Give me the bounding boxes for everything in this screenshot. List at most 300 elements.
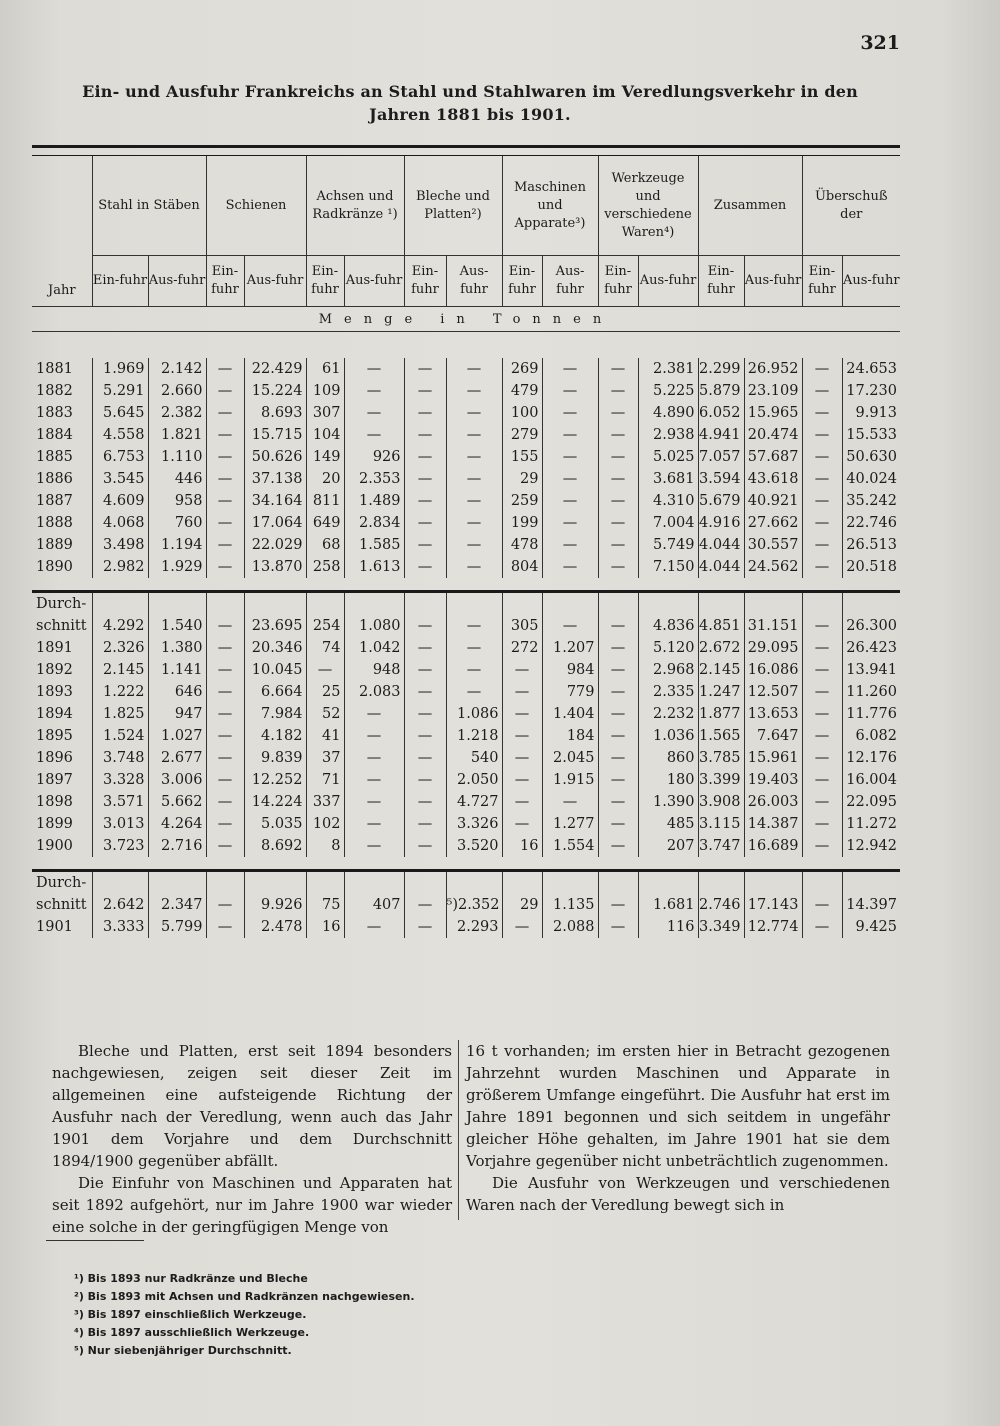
value-cell	[404, 872, 446, 894]
value-cell: —	[502, 916, 542, 938]
value-cell: 272	[502, 637, 542, 659]
value-cell: 2.326	[92, 637, 148, 659]
value-cell: 37.138	[244, 468, 306, 490]
value-cell	[404, 593, 446, 615]
value-cell: 11.260	[842, 681, 900, 703]
value-cell: —	[598, 681, 638, 703]
value-cell: 31.151	[744, 615, 802, 637]
value-cell: —	[404, 380, 446, 402]
value-cell	[842, 872, 900, 894]
value-cell: 7.984	[244, 703, 306, 725]
value-cell: 3.723	[92, 835, 148, 857]
value-cell: 2.982	[92, 556, 148, 578]
value-cell: 8	[306, 835, 344, 857]
footnote-rule	[46, 1240, 144, 1241]
table-row	[32, 380, 900, 402]
value-cell: 254	[306, 615, 344, 637]
value-cell: 2.672	[698, 637, 744, 659]
value-cell: 12.176	[842, 747, 900, 769]
value-cell: 5.879	[698, 380, 744, 402]
value-cell: 15.533	[842, 424, 900, 446]
value-cell: —	[598, 637, 638, 659]
value-cell: —	[404, 615, 446, 637]
value-cell: —	[404, 769, 446, 791]
value-cell: 1.277	[542, 813, 598, 835]
value-cell: 5.645	[92, 402, 148, 424]
value-cell: —	[446, 446, 502, 468]
value-cell: 9.926	[244, 894, 306, 916]
group-header: Stahl in Stäben	[92, 156, 206, 256]
value-cell: 279	[502, 424, 542, 446]
value-cell: —	[598, 747, 638, 769]
value-cell: 29.095	[744, 637, 802, 659]
value-cell: —	[598, 659, 638, 681]
value-cell: 4.727	[446, 791, 502, 813]
value-cell: 926	[344, 446, 404, 468]
value-cell: 2.145	[92, 659, 148, 681]
value-cell: —	[344, 916, 404, 938]
table-row	[32, 872, 900, 894]
year-cell: 1895	[36, 728, 73, 744]
value-cell: 26.300	[842, 615, 900, 637]
table-row	[32, 468, 900, 490]
value-cell: —	[502, 725, 542, 747]
value-cell: 5.025	[638, 446, 698, 468]
table-row	[32, 769, 900, 791]
value-cell: 3.349	[698, 916, 744, 938]
value-cell: 1.681	[638, 894, 698, 916]
value-cell: 1.218	[446, 725, 502, 747]
value-cell: 57.687	[744, 446, 802, 468]
value-cell: —	[404, 446, 446, 468]
value-cell	[244, 593, 306, 615]
year-header: Jahr	[32, 156, 92, 307]
value-cell: 25	[306, 681, 344, 703]
table-title: Ein- und Ausfuhr Frankreichs an Stahl und Stahlwaren im Veredlungsverkehr in den Jahren 1881 bis 1901.	[82, 82, 858, 124]
value-cell: 104	[306, 424, 344, 446]
value-cell: 34.164	[244, 490, 306, 512]
year-cell: 1898	[36, 794, 73, 810]
value-cell: 6.052	[698, 402, 744, 424]
value-cell: 12.774	[744, 916, 802, 938]
value-cell: 4.292	[92, 615, 148, 637]
value-cell	[802, 872, 842, 894]
year-cell: 1892	[36, 662, 73, 678]
table-row	[32, 593, 900, 615]
value-cell: —	[446, 659, 502, 681]
value-cell: 7.004	[638, 512, 698, 534]
value-cell: —	[598, 534, 638, 556]
value-cell: —	[802, 791, 842, 813]
value-cell: 17.230	[842, 380, 900, 402]
value-cell: 1.585	[344, 534, 404, 556]
value-cell: 8.693	[244, 402, 306, 424]
value-cell: 1.969	[92, 358, 148, 380]
year-cell: 1881	[36, 361, 73, 377]
value-cell: 5.679	[698, 490, 744, 512]
value-cell: —	[206, 769, 244, 791]
einfuhr-header: Ein-fuhr	[802, 256, 842, 307]
value-cell: 3.908	[698, 791, 744, 813]
table-row	[32, 747, 900, 769]
value-cell: 17.143	[744, 894, 802, 916]
unit-row: Menge in Tonnen	[32, 307, 900, 332]
value-cell: 24.562	[744, 556, 802, 578]
value-cell: —	[598, 402, 638, 424]
value-cell: —	[802, 402, 842, 424]
year-cell: 1899	[36, 816, 73, 832]
value-cell: 149	[306, 446, 344, 468]
value-cell: 2.746	[698, 894, 744, 916]
value-cell: 2.088	[542, 916, 598, 938]
group-header: Zusammen	[698, 156, 802, 256]
value-cell: —	[404, 468, 446, 490]
value-cell	[802, 593, 842, 615]
value-cell: 337	[306, 791, 344, 813]
value-cell: 3.328	[92, 769, 148, 791]
year-cell: 1890	[36, 559, 73, 575]
value-cell: 1.390	[638, 791, 698, 813]
ausfuhr-header: Aus-fuhr	[744, 256, 802, 307]
value-cell: —	[802, 358, 842, 380]
value-cell	[698, 872, 744, 894]
einfuhr-header: Ein-fuhr	[502, 256, 542, 307]
value-cell: 1.821	[148, 424, 206, 446]
value-cell: 1.207	[542, 637, 598, 659]
value-cell: 1.042	[344, 637, 404, 659]
value-cell: 15.224	[244, 380, 306, 402]
value-cell: 24.653	[842, 358, 900, 380]
value-cell: 3.399	[698, 769, 744, 791]
value-cell: 3.681	[638, 468, 698, 490]
value-cell: 14.224	[244, 791, 306, 813]
value-cell	[502, 593, 542, 615]
value-cell	[446, 872, 502, 894]
value-cell: —	[542, 556, 598, 578]
year-cell: 1897	[36, 772, 73, 788]
page-number: 321	[860, 32, 900, 54]
einfuhr-header: Ein-fuhr	[92, 256, 148, 307]
value-cell: —	[404, 791, 446, 813]
value-cell: 1.027	[148, 725, 206, 747]
value-cell: —	[206, 380, 244, 402]
value-cell: 2.353	[344, 468, 404, 490]
value-cell: —	[802, 615, 842, 637]
value-cell: 16.086	[744, 659, 802, 681]
value-cell	[502, 872, 542, 894]
value-cell: —	[802, 894, 842, 916]
value-cell: —	[446, 534, 502, 556]
ausfuhr-header: Aus-fuhr	[244, 256, 306, 307]
value-cell	[92, 593, 148, 615]
value-cell: 4.609	[92, 490, 148, 512]
value-cell: —	[404, 703, 446, 725]
value-cell: 68	[306, 534, 344, 556]
value-cell: 12.507	[744, 681, 802, 703]
year-cell: 1891	[36, 640, 73, 656]
value-cell: —	[206, 446, 244, 468]
text-column-right	[466, 1040, 890, 1216]
paragraph: Die Ausfuhr von Werkzeugen und verschiedenen Waren nach der Veredlung bewegt sich in	[466, 1174, 890, 1214]
value-cell	[542, 593, 598, 615]
value-cell: 779	[542, 681, 598, 703]
value-cell: 1.565	[698, 725, 744, 747]
value-cell: 2.381	[638, 358, 698, 380]
value-cell: —	[598, 512, 638, 534]
value-cell: —	[404, 490, 446, 512]
value-cell: 20.518	[842, 556, 900, 578]
value-cell: 180	[638, 769, 698, 791]
value-cell: —	[446, 468, 502, 490]
value-cell: —	[542, 615, 598, 637]
value-cell: —	[598, 424, 638, 446]
year-cell: schnitt	[36, 618, 87, 634]
value-cell	[148, 872, 206, 894]
value-cell: —	[446, 490, 502, 512]
value-cell	[598, 872, 638, 894]
value-cell: —	[542, 358, 598, 380]
value-cell: 26.003	[744, 791, 802, 813]
footnote: ⁴) Bis 1897 ausschließlich Werkzeuge.	[74, 1326, 310, 1339]
value-cell: 2.968	[638, 659, 698, 681]
value-cell: —	[502, 703, 542, 725]
value-cell: 2.045	[542, 747, 598, 769]
value-cell: —	[404, 358, 446, 380]
year-cell: Durch-	[36, 596, 87, 612]
value-cell: 4.044	[698, 534, 744, 556]
table-row	[32, 637, 900, 659]
value-cell: 1.524	[92, 725, 148, 747]
value-cell	[744, 872, 802, 894]
year-cell: 1884	[36, 427, 73, 443]
value-cell: 760	[148, 512, 206, 534]
column-divider	[458, 1040, 459, 1220]
value-cell: —	[206, 659, 244, 681]
value-cell: —	[446, 424, 502, 446]
group-header: Werkzeuge und verschiedene Waren⁴)	[598, 156, 698, 256]
value-cell: 2.083	[344, 681, 404, 703]
value-cell: —	[206, 424, 244, 446]
value-cell: —	[802, 490, 842, 512]
value-cell: 2.293	[446, 916, 502, 938]
value-cell: —	[206, 490, 244, 512]
value-cell: 1.135	[542, 894, 598, 916]
table-row	[32, 556, 900, 578]
year-cell: schnitt	[36, 897, 87, 913]
footnotes	[74, 1270, 415, 1360]
value-cell: 258	[306, 556, 344, 578]
value-cell: 22.746	[842, 512, 900, 534]
value-cell: 4.836	[638, 615, 698, 637]
table-row	[32, 916, 900, 938]
value-cell: 269	[502, 358, 542, 380]
value-cell: —	[404, 747, 446, 769]
year-cell: Durch-	[36, 875, 87, 891]
value-cell: —	[404, 894, 446, 916]
value-cell: 5.662	[148, 791, 206, 813]
footnote: ¹) Bis 1893 nur Radkränze und Bleche	[74, 1272, 308, 1285]
value-cell: 2.938	[638, 424, 698, 446]
year-cell: 1901	[36, 919, 73, 935]
value-cell	[206, 872, 244, 894]
value-cell: —	[598, 615, 638, 637]
value-cell: —	[802, 468, 842, 490]
value-cell: 3.785	[698, 747, 744, 769]
value-cell: 3.333	[92, 916, 148, 938]
value-cell: —	[802, 424, 842, 446]
value-cell: 804	[502, 556, 542, 578]
value-cell: 6.082	[842, 725, 900, 747]
value-cell: 2.642	[92, 894, 148, 916]
value-cell: 1.915	[542, 769, 598, 791]
value-cell: —	[502, 769, 542, 791]
value-cell: —	[404, 835, 446, 857]
value-cell: —	[404, 534, 446, 556]
paragraph: Bleche und Platten, erst seit 1894 besonders nachgewiesen, zeigen seit dieser Zeit im allgemeinen eine aufsteigende Richtung der Ausfuhr nach der Veredlung, wenn auch das Jahr 1901 dem Vorjahre und dem Durchschnitt 1894/1900 gegenüber abfällt.	[52, 1042, 452, 1170]
value-cell: 10.045	[244, 659, 306, 681]
value-cell: 16	[306, 916, 344, 938]
value-cell: —	[404, 916, 446, 938]
table-row	[32, 681, 900, 703]
table-row	[32, 894, 900, 916]
value-cell: —	[344, 424, 404, 446]
value-cell: 2.660	[148, 380, 206, 402]
value-cell: —	[206, 402, 244, 424]
value-cell: 5.120	[638, 637, 698, 659]
value-cell: 1.110	[148, 446, 206, 468]
value-cell: —	[598, 725, 638, 747]
year-cell: 1887	[36, 493, 73, 509]
value-cell: 3.013	[92, 813, 148, 835]
ausfuhr-header: Aus-fuhr	[148, 256, 206, 307]
value-cell: —	[802, 556, 842, 578]
value-cell: —	[802, 637, 842, 659]
value-cell: 3.520	[446, 835, 502, 857]
value-cell: —	[802, 446, 842, 468]
value-cell: 1.540	[148, 615, 206, 637]
value-cell: —	[404, 659, 446, 681]
value-cell: 3.594	[698, 468, 744, 490]
value-cell: —	[206, 747, 244, 769]
value-cell: 948	[344, 659, 404, 681]
value-cell: 13.941	[842, 659, 900, 681]
year-cell: 1893	[36, 684, 73, 700]
value-cell: 4.941	[698, 424, 744, 446]
value-cell: 540	[446, 747, 502, 769]
value-cell: 3.571	[92, 791, 148, 813]
value-cell: —	[802, 681, 842, 703]
value-cell: 407	[344, 894, 404, 916]
value-cell: —	[404, 637, 446, 659]
value-cell: 1.141	[148, 659, 206, 681]
value-cell: 7.647	[744, 725, 802, 747]
value-cell: 74	[306, 637, 344, 659]
value-cell: —	[802, 813, 842, 835]
value-cell: 1.036	[638, 725, 698, 747]
value-cell: —	[598, 703, 638, 725]
table-row	[32, 659, 900, 681]
value-cell: 29	[502, 468, 542, 490]
value-cell: —	[542, 512, 598, 534]
value-cell: 2.145	[698, 659, 744, 681]
value-cell: —	[802, 659, 842, 681]
value-cell	[842, 593, 900, 615]
value-cell: —	[404, 512, 446, 534]
value-cell: —	[344, 703, 404, 725]
value-cell: —	[206, 358, 244, 380]
value-cell: 41	[306, 725, 344, 747]
value-cell	[542, 872, 598, 894]
value-cell: 29	[502, 894, 542, 916]
value-cell: —	[598, 556, 638, 578]
value-cell: 1.825	[92, 703, 148, 725]
value-cell: —	[344, 358, 404, 380]
value-cell: 811	[306, 490, 344, 512]
year-cell: 1900	[36, 838, 73, 854]
paragraph: 16 t vorhanden; im ersten hier in Betracht gezogenen Jahrzehnt wurden Maschinen und Apparate in größerem Umfange eingeführt. Die Ausfuhr hat erst im Jahre 1891 begonnen und sich seitdem in ungefähr gleicher Höhe gehalten, im Jahre 1901 hat sie dem Vorjahre gegenüber nicht unbeträchtlich zugenommen.	[466, 1042, 890, 1170]
year-cell: 1894	[36, 706, 73, 722]
table-row	[32, 424, 900, 446]
table-row	[32, 446, 900, 468]
value-cell: 3.748	[92, 747, 148, 769]
value-cell: 307	[306, 402, 344, 424]
value-cell: —	[598, 380, 638, 402]
value-cell: —	[344, 380, 404, 402]
value-cell	[206, 593, 244, 615]
value-cell: —	[344, 769, 404, 791]
einfuhr-header: Ein-fuhr	[404, 256, 446, 307]
value-cell: 2.478	[244, 916, 306, 938]
value-cell: 100	[502, 402, 542, 424]
value-cell: 5.749	[638, 534, 698, 556]
value-cell	[344, 872, 404, 894]
value-cell: 1.877	[698, 703, 744, 725]
value-cell: —	[502, 747, 542, 769]
paragraph: Die Einfuhr von Maschinen und Apparaten hat seit 1892 aufgehört, nur im Jahre 1900 war wieder eine solche in der geringfügigen Menge von	[52, 1174, 452, 1236]
value-cell: 16	[502, 835, 542, 857]
value-cell: 984	[542, 659, 598, 681]
value-cell	[244, 872, 306, 894]
ausfuhr-header: Aus-fuhr	[446, 256, 502, 307]
value-cell: 17.064	[244, 512, 306, 534]
value-cell: 3.545	[92, 468, 148, 490]
value-cell: 199	[502, 512, 542, 534]
value-cell: —	[598, 916, 638, 938]
value-cell: 40.921	[744, 490, 802, 512]
value-cell: 4.182	[244, 725, 306, 747]
value-cell: —	[598, 894, 638, 916]
value-cell: —	[598, 835, 638, 857]
value-cell: 1.222	[92, 681, 148, 703]
value-cell: 20	[306, 468, 344, 490]
value-cell: 50.626	[244, 446, 306, 468]
value-cell: —	[404, 402, 446, 424]
value-cell: 860	[638, 747, 698, 769]
value-cell: —	[446, 556, 502, 578]
value-cell: 35.242	[842, 490, 900, 512]
value-cell: 71	[306, 769, 344, 791]
year-cell: 1896	[36, 750, 73, 766]
value-cell: —	[542, 424, 598, 446]
value-cell: —	[446, 402, 502, 424]
year-cell: 1882	[36, 383, 73, 399]
value-cell: 5.035	[244, 813, 306, 835]
table-row	[32, 725, 900, 747]
value-cell: 7.057	[698, 446, 744, 468]
table-row	[32, 791, 900, 813]
year-cell: 1885	[36, 449, 73, 465]
value-cell: —	[404, 681, 446, 703]
